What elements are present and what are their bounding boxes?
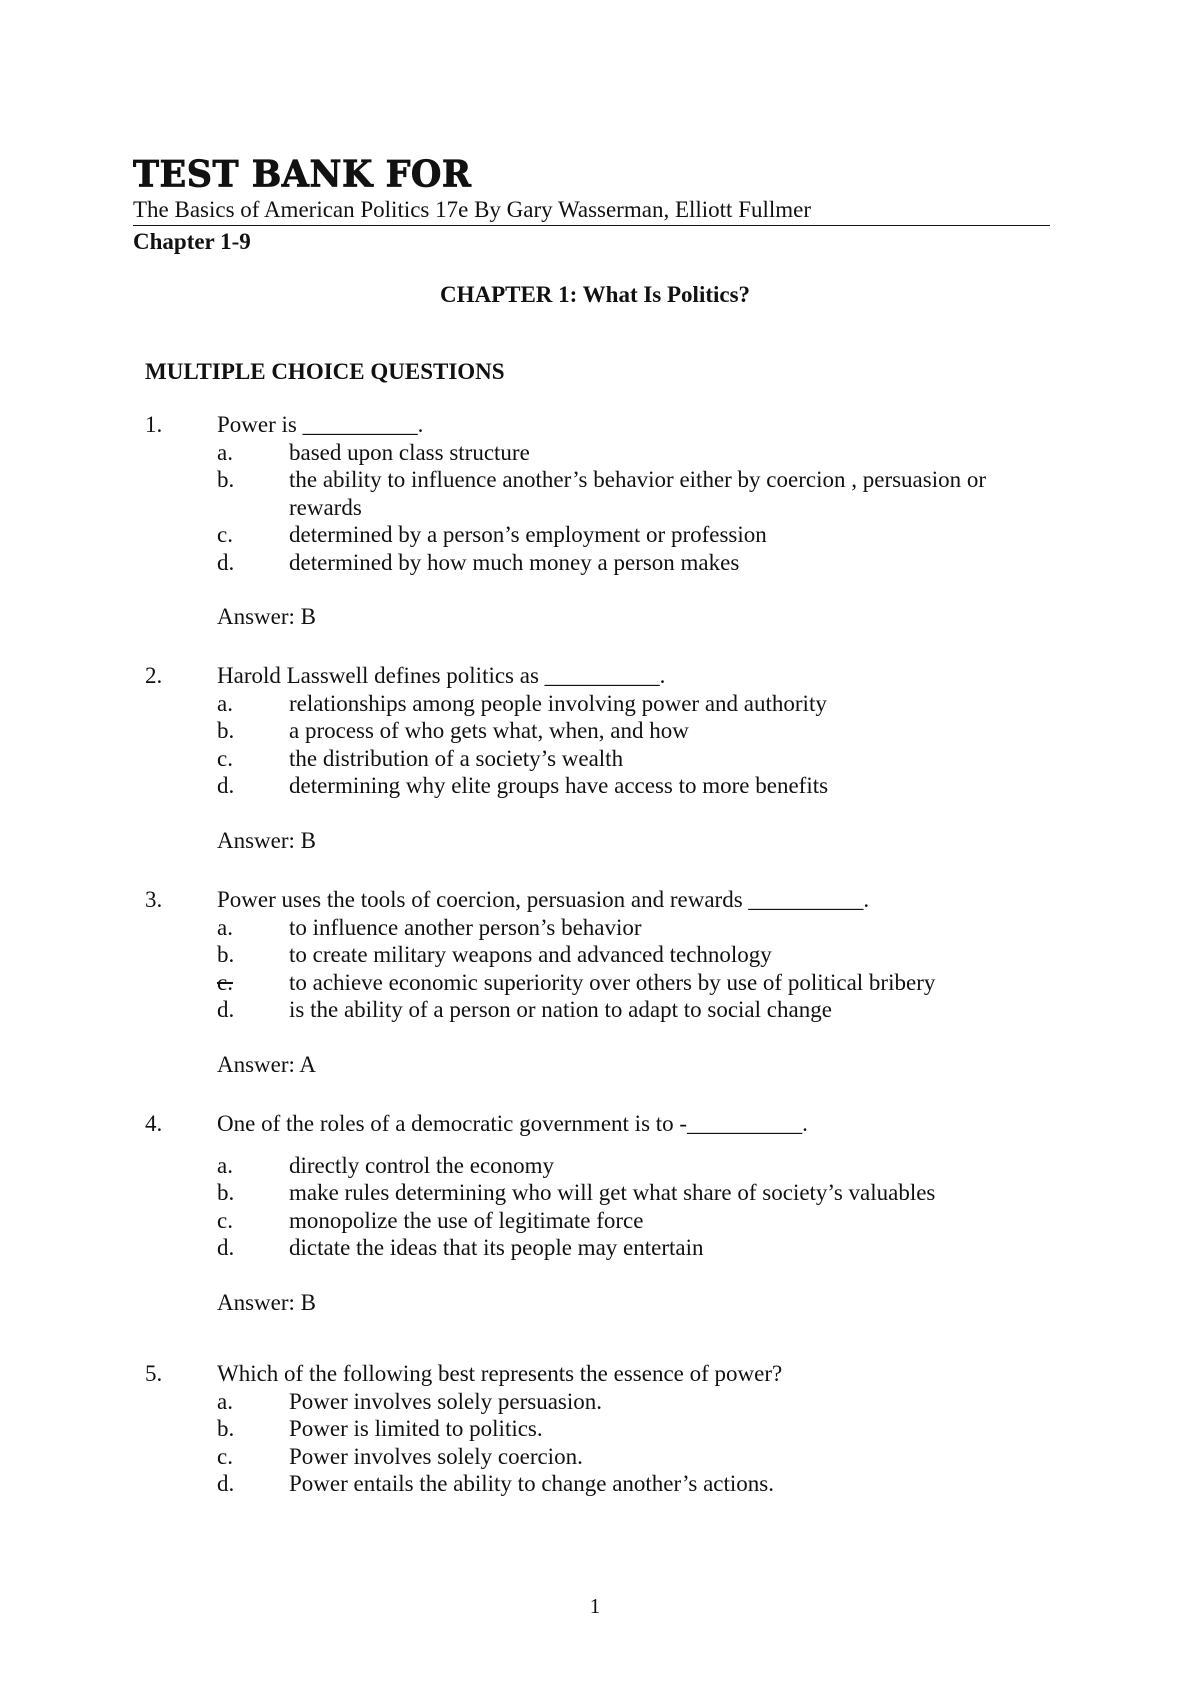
answer-line: Answer: A	[217, 1051, 317, 1077]
option-d	[145, 549, 1045, 577]
option-letter: b.	[217, 942, 235, 967]
option-b	[145, 466, 1045, 521]
option-a	[145, 1388, 1045, 1416]
option-text: is the ability of a person or nation to adapt to social change	[289, 997, 832, 1022]
question-stem: Power uses the tools of coercion, persuasion and rewards __________.	[217, 887, 870, 912]
option-letter: c.	[217, 1207, 233, 1233]
option-letter: c.	[217, 745, 233, 771]
option-text: the ability to influence another’s behavior either by coercion , persuasion or rewards	[289, 467, 987, 520]
option-text: make rules determining who will get what share of society’s valuables	[289, 1180, 936, 1205]
option-letter: a.	[217, 1152, 233, 1178]
option-a	[145, 690, 1045, 718]
option-letter: a.	[217, 1388, 233, 1414]
option-a	[145, 439, 1045, 467]
option-a	[145, 914, 1045, 942]
option-text: to achieve economic superiority over others by use of political bribery	[289, 969, 936, 995]
option-letter: d.	[217, 1235, 235, 1260]
option-text: to create military weapons and advanced technology	[289, 942, 772, 967]
option-text: monopolize the use of legitimate force	[289, 1207, 644, 1233]
option-letter: c.	[217, 969, 233, 995]
option-text: a process of who gets what, when, and how	[289, 718, 689, 743]
answer-line: Answer: B	[217, 1289, 317, 1315]
question-number: 3.	[145, 887, 163, 912]
option-letter: a.	[217, 690, 233, 716]
option-b	[145, 1179, 1045, 1207]
question-2	[145, 662, 1045, 854]
option-letter: b.	[217, 1180, 235, 1205]
test-bank-title: TEST BANK FOR	[133, 152, 472, 196]
answer-line: Answer: B	[217, 604, 317, 629]
option-a	[145, 1152, 1045, 1180]
option-text: based upon class structure	[289, 439, 530, 465]
question-number: 4.	[145, 1111, 163, 1136]
option-c	[145, 1443, 1045, 1471]
question-3	[145, 886, 1045, 1078]
question-stem: Which of the following best represents the essence of power?	[217, 1361, 783, 1386]
option-text: relationships among people involving power and authority	[289, 690, 827, 716]
option-d	[145, 996, 1045, 1024]
option-text: dictate the ideas that its people may entertain	[289, 1235, 704, 1260]
option-text: to influence another person’s behavior	[289, 914, 642, 940]
question-4	[145, 1110, 1045, 1316]
option-letter: b.	[217, 467, 235, 492]
question-5	[145, 1360, 1045, 1498]
option-letter: b.	[217, 1416, 235, 1441]
option-c	[145, 745, 1045, 773]
chapter-range: Chapter 1-9	[133, 229, 251, 254]
option-letter: a.	[217, 914, 233, 940]
question-stem: Harold Lasswell defines politics as __________.	[217, 663, 666, 688]
option-letter: b.	[217, 718, 235, 743]
option-c	[145, 1207, 1045, 1235]
option-d	[145, 1470, 1045, 1498]
chapter-heading: CHAPTER 1: What Is Politics?	[439, 282, 751, 307]
option-letter: a.	[217, 439, 233, 465]
page-number: 1	[589, 1594, 601, 1618]
option-text: Power involves solely coercion.	[289, 1443, 583, 1469]
option-letter: d.	[217, 773, 235, 798]
option-letter: d.	[217, 997, 235, 1022]
option-c	[145, 969, 1045, 997]
option-letter: d.	[217, 549, 235, 575]
question-number: 1.	[145, 412, 163, 437]
option-b	[145, 1415, 1045, 1443]
question-number: 2.	[145, 663, 163, 688]
blank-line	[145, 1138, 1045, 1152]
question-number: 5.	[145, 1361, 163, 1386]
option-letter: c.	[217, 1443, 233, 1469]
question-1	[145, 411, 1045, 631]
question-stem: One of the roles of a democratic government is to -__________.	[217, 1111, 808, 1136]
option-d	[145, 772, 1045, 800]
question-stem: Power is __________.	[217, 412, 424, 437]
option-d	[145, 1234, 1045, 1262]
option-text: the distribution of a society’s wealth	[289, 745, 624, 771]
document-header	[133, 152, 1050, 256]
option-b	[145, 941, 1045, 969]
option-text: directly control the economy	[289, 1152, 555, 1178]
option-b	[145, 717, 1045, 745]
answer-line: Answer: B	[217, 827, 317, 853]
option-text: Power is limited to politics.	[289, 1416, 543, 1441]
option-letter: c.	[217, 522, 233, 547]
option-text: determined by how much money a person makes	[289, 549, 740, 575]
option-text: Power entails the ability to change another’s actions.	[289, 1471, 774, 1496]
option-letter: d.	[217, 1471, 235, 1496]
option-text: determining why elite groups have access to more benefits	[289, 773, 829, 798]
option-c	[145, 521, 1045, 549]
section-heading: MULTIPLE CHOICE QUESTIONS	[145, 359, 505, 384]
option-text: Power involves solely persuasion.	[289, 1388, 603, 1414]
option-text: determined by a person’s employment or profession	[289, 522, 767, 547]
book-subtitle: The Basics of American Politics 17e By Gary Wasserman, Elliott Fullmer	[133, 197, 1050, 226]
